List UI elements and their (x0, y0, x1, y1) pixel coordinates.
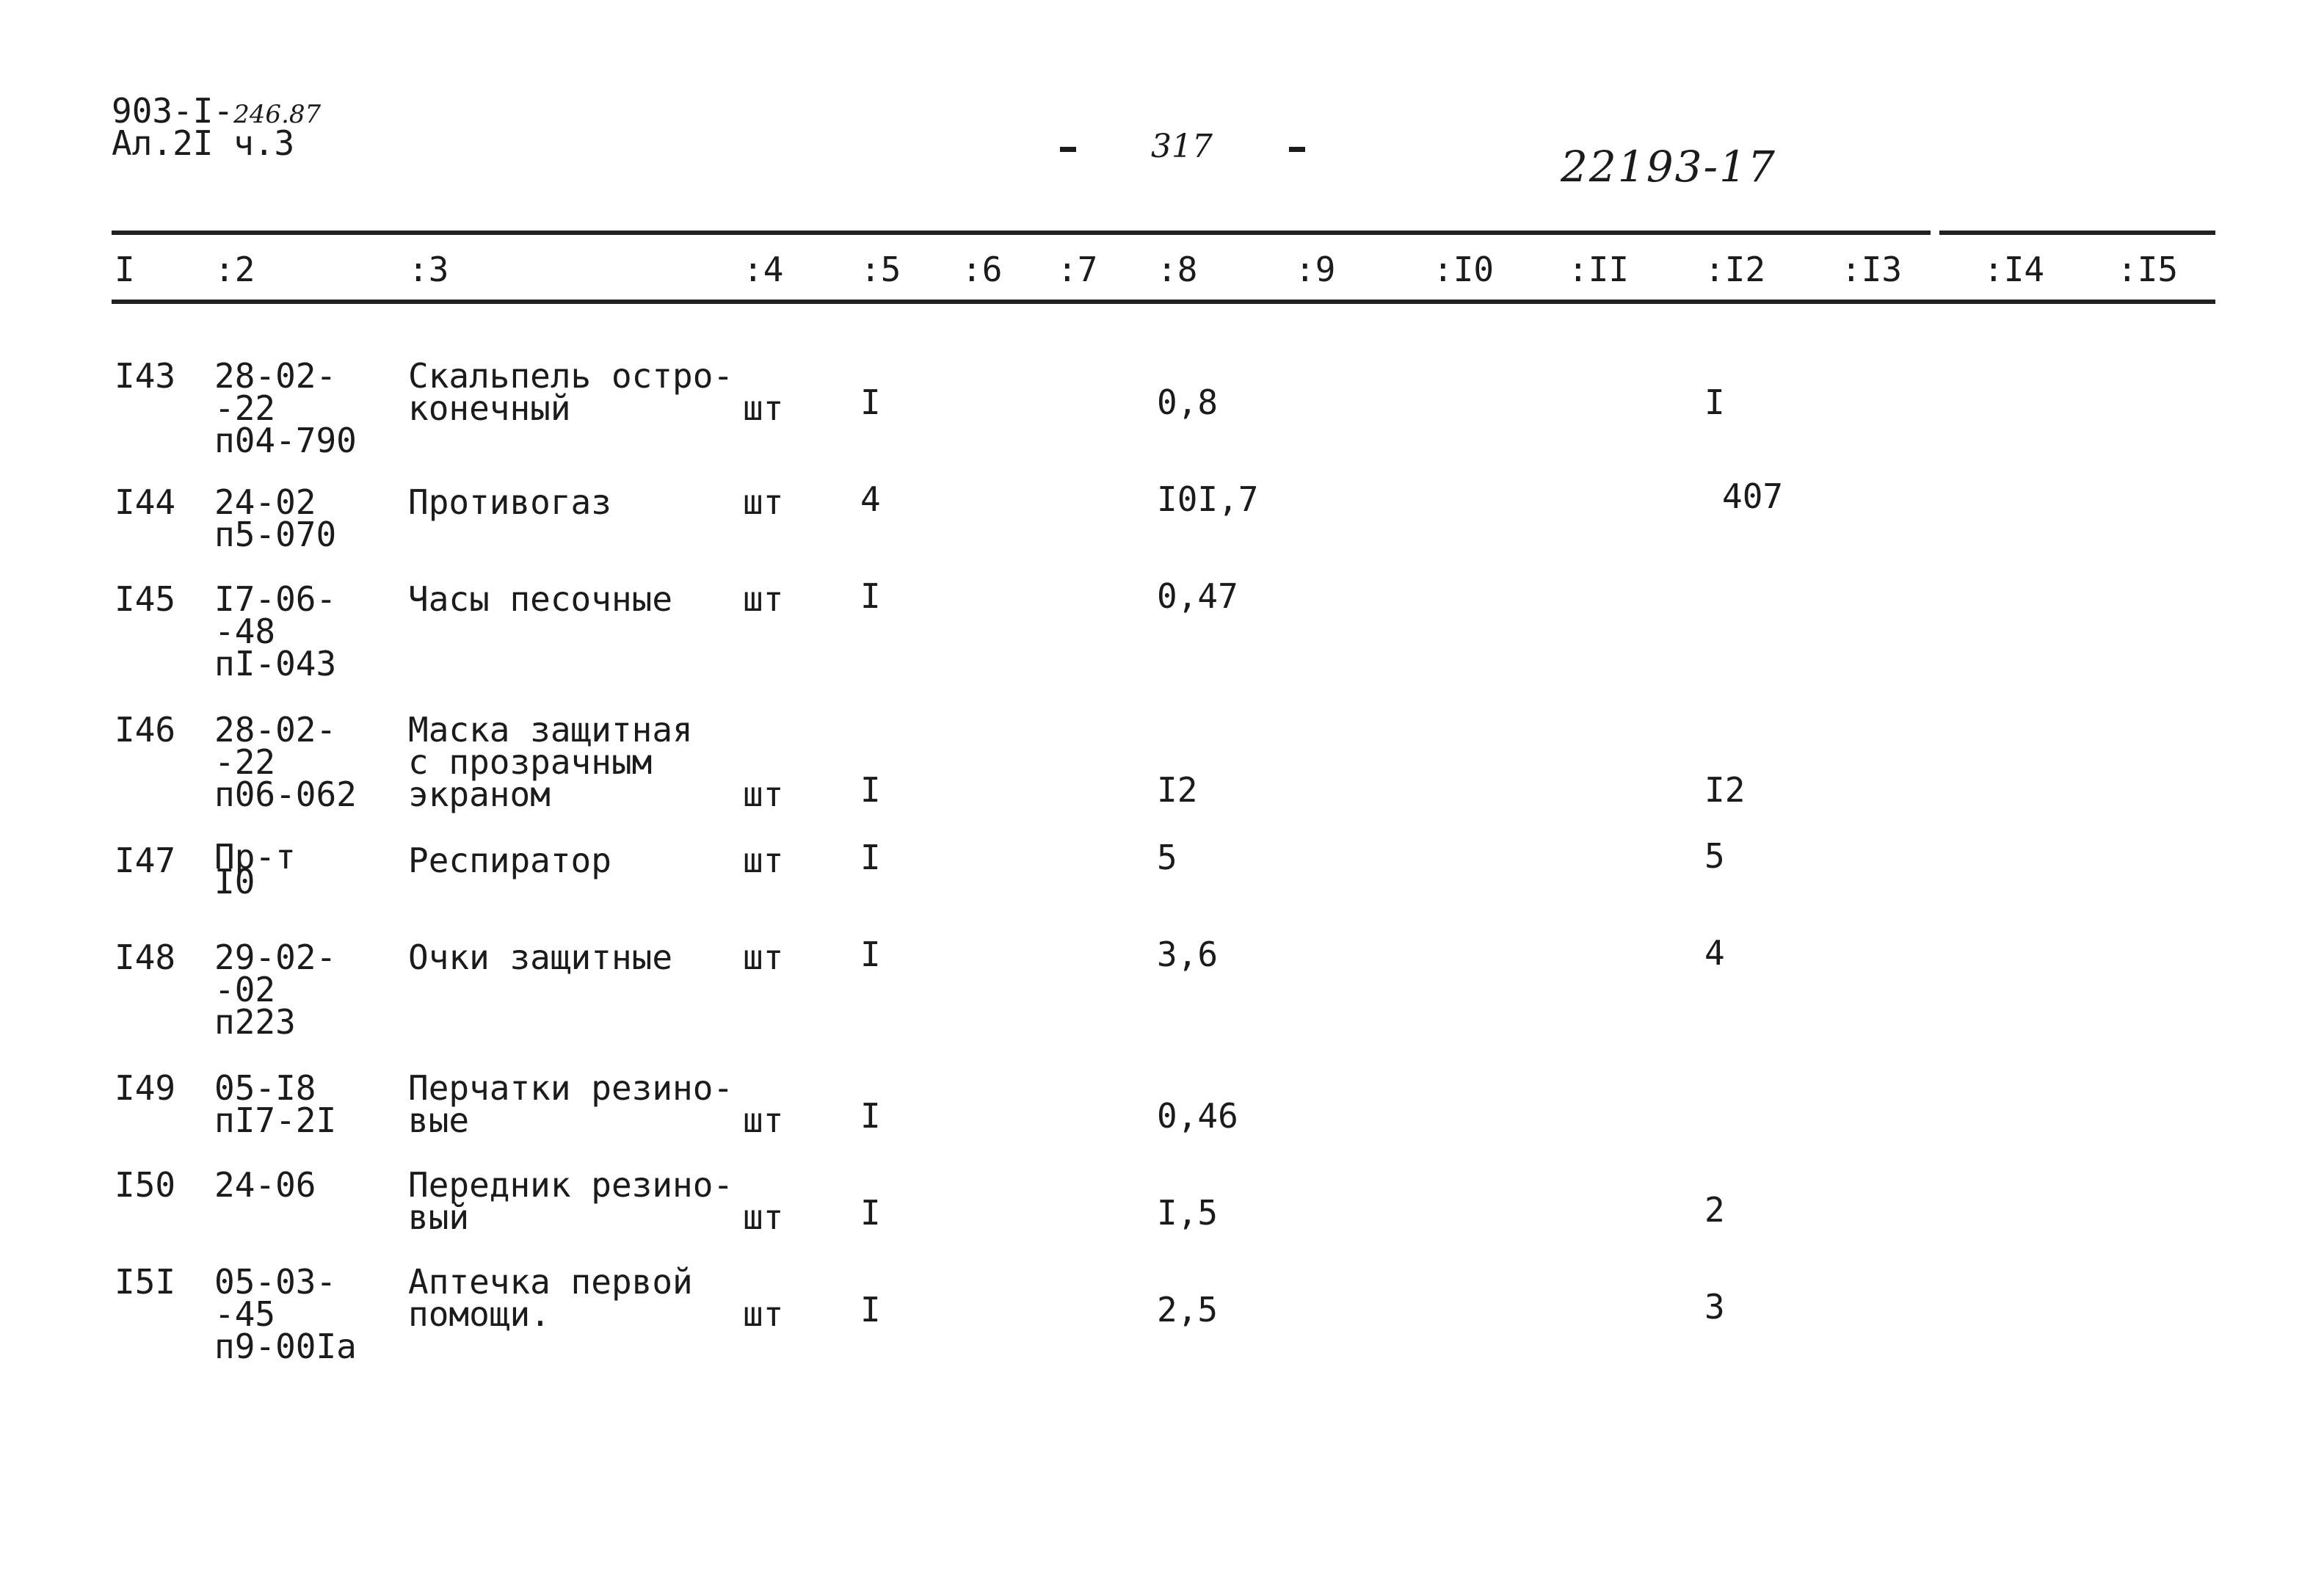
row-col5: I (860, 576, 881, 616)
row-name: Скальпель остро- конечный (408, 356, 734, 428)
page-number: 317 (1151, 128, 1213, 165)
album-label: Ал.2I ч.3 (112, 123, 295, 163)
row-unit: шт (743, 388, 784, 428)
col-header-9: :9 (1295, 250, 1336, 289)
document-code-handwritten: 246.87 (233, 100, 322, 129)
row-number: I49 (115, 1068, 176, 1108)
col-header-2: :2 (214, 250, 255, 289)
col-header-15: :I5 (2117, 250, 2179, 289)
col-header-5: :5 (860, 250, 901, 289)
col-header-12: :I2 (1704, 250, 1766, 289)
col-header-8: :8 (1157, 250, 1198, 289)
row-unit: шт (743, 841, 784, 880)
row-code: 05-03- -45 п9-00Iа (214, 1262, 357, 1366)
row-code: 05-I8 пI7-2I (214, 1068, 337, 1140)
row-col5: I (860, 382, 881, 422)
table-top-rule-right (1939, 231, 2215, 235)
col-header-3: :3 (408, 250, 449, 289)
col-header-4: :4 (743, 250, 784, 289)
row-col8: 3,6 (1157, 935, 1219, 974)
row-col12: I (1704, 382, 1725, 422)
row-unit: шт (743, 579, 784, 619)
row-unit: шт (743, 937, 784, 977)
row-unit: шт (743, 775, 784, 814)
row-col5: 4 (860, 479, 881, 519)
row-unit: шт (743, 1197, 784, 1237)
row-code: 28-02- -22 п06-062 (214, 710, 357, 814)
row-col12: 4 (1704, 933, 1725, 973)
table-header-rule (112, 300, 2215, 304)
row-col5: I (860, 770, 881, 810)
row-col5: I (860, 838, 881, 877)
row-col5: I (860, 1096, 881, 1136)
table-top-rule-left (112, 231, 1931, 235)
row-number: I45 (115, 579, 176, 619)
row-number: I43 (115, 356, 176, 396)
row-col12: I2 (1704, 770, 1746, 810)
col-header-13: :I3 (1841, 250, 1903, 289)
row-number: I44 (115, 482, 176, 522)
row-code: Пр-т I0 (214, 837, 296, 902)
row-name: Респиратор (408, 841, 611, 880)
row-name: Аптечка первой помощи. (408, 1262, 693, 1334)
row-col8: 0,46 (1157, 1096, 1238, 1136)
row-col5: I (860, 1193, 881, 1233)
row-name: Противогаз (408, 482, 611, 522)
row-name: Очки защитные (408, 937, 673, 977)
row-col5: I (860, 1290, 881, 1330)
row-number: I47 (115, 841, 176, 880)
row-col12: 407 (1722, 476, 1784, 516)
row-col8: I2 (1157, 770, 1198, 810)
row-col8: 2,5 (1157, 1290, 1219, 1330)
row-unit: шт (743, 482, 784, 522)
row-name: Перчатки резино- вые (408, 1068, 734, 1140)
col-header-11: :II (1568, 250, 1630, 289)
page-dash-right (1289, 147, 1305, 152)
row-code: 28-02- -22 п04-790 (214, 356, 357, 460)
row-code: I7-06- -48 пI-043 (214, 579, 337, 683)
row-col8: 0,47 (1157, 576, 1238, 616)
row-unit: шт (743, 1100, 784, 1140)
row-code: 29-02- -02 п223 (214, 937, 337, 1042)
row-name: Маска защитная с прозрачным экраном (408, 710, 693, 814)
document-code-printed: 903-I- (112, 91, 234, 131)
row-unit: шт (743, 1294, 784, 1334)
col-header-7: :7 (1057, 250, 1098, 289)
row-col8: 5 (1157, 838, 1177, 877)
row-number: I50 (115, 1165, 176, 1205)
document-number: 22193-17 (1561, 142, 1776, 192)
col-header-6: :6 (962, 250, 1003, 289)
row-name: Передник резино- вый (408, 1165, 734, 1237)
row-col8: I,5 (1157, 1193, 1219, 1233)
col-header-14: :I4 (1983, 250, 2045, 289)
col-header-1: I (115, 250, 135, 289)
row-col12: 3 (1704, 1287, 1725, 1327)
row-col8: 0,8 (1157, 382, 1219, 422)
row-number: I48 (115, 937, 176, 977)
row-number: I5I (115, 1262, 176, 1302)
row-col12: 5 (1704, 836, 1725, 876)
row-col5: I (860, 935, 881, 974)
col-header-10: :I0 (1433, 250, 1495, 289)
row-code: 24-02 п5-070 (214, 482, 337, 554)
page-dash-left (1060, 147, 1076, 152)
row-col8: I0I,7 (1157, 479, 1259, 519)
row-number: I46 (115, 710, 176, 750)
row-col12: 2 (1704, 1190, 1725, 1230)
row-name: Часы песочные (408, 579, 673, 619)
row-code: 24-06 (214, 1165, 316, 1205)
